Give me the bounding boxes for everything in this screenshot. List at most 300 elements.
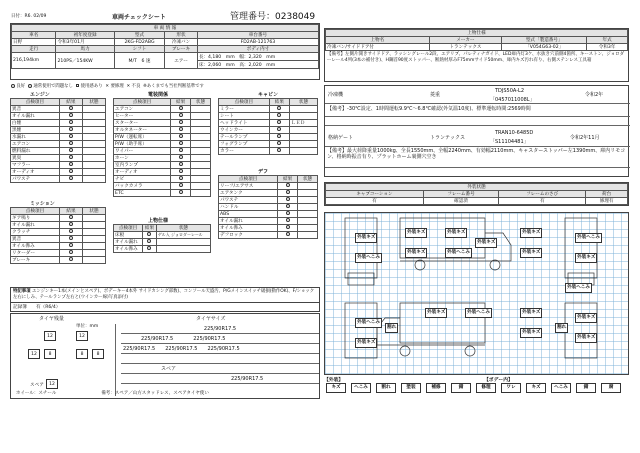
electric-result[interactable] [171,155,191,162]
header-first-reg: 初年度登録 [56,32,114,39]
tire-remark: 備考：スペア／山方スタッドレス、スペアタイヤ使い [101,391,209,396]
header-shift: シフト [114,46,164,53]
legend-row [324,383,629,399]
mission-result[interactable] [59,250,82,257]
mission-result[interactable] [59,236,82,243]
cab-result[interactable] [269,106,289,113]
size-row: 225/90R17.5 [165,346,198,352]
diff-table [218,175,318,239]
engine-result[interactable] [59,134,82,141]
mission-state [82,257,105,264]
upper-table [113,224,211,253]
mission-item: オイル滲み [11,243,60,250]
electric-item: エアコン [114,106,171,113]
size-row: 225/90R17.5 [193,336,226,342]
electric-item: ホーン [114,155,171,162]
ext-frame-no: 確認済 [423,198,499,205]
mileage: 216,194km [12,53,56,69]
mission-header: 状態 [82,208,105,215]
header-car-name: 車名 [12,32,56,39]
electric-result[interactable] [171,169,191,176]
electric-state [191,148,211,155]
legend [324,376,629,400]
cab-result[interactable] [269,113,289,120]
ue-h3: 年式 [587,37,628,44]
damage-mark: 外装キズ [520,228,542,238]
ext-rust: 有 [499,198,586,205]
cab-table [218,98,318,155]
electric-item: ETC [114,190,171,197]
upper-item: オイル滲み [114,246,143,253]
tire-size-title: タイヤサイズ [196,316,226,322]
mission-result[interactable] [59,243,82,250]
engine-state [82,155,105,162]
diff-item: オイル漏れ [219,218,278,225]
engine-header: 結果 [59,99,82,106]
engine-item: オイル漏れ [11,113,60,120]
electric-state [191,127,211,134]
diff-state [298,232,318,239]
mission-result[interactable] [59,229,82,236]
cond-used: 使用感あり [80,84,103,89]
electric-result[interactable] [171,127,191,134]
electric-title: 電装関係 [148,92,169,98]
engine-result[interactable] [59,113,82,120]
cond-bad: 不良 [131,84,141,89]
cab-state [290,141,318,148]
legend-item: へこみ [351,383,371,393]
tire-rear-ri: 8 [76,349,88,359]
cab-state [290,127,318,134]
ue-model: 「V054G63-02」 [502,44,587,51]
header-power: 馬力 [56,46,114,53]
tire-front-left: 12 [44,331,56,341]
model: 2KG-FD2ABG [114,39,164,46]
legend-item: キズ [326,383,346,393]
electric-result[interactable] [171,176,191,183]
engine-result[interactable] [59,106,82,113]
cab-result[interactable] [269,148,289,155]
damage-mark: 外装へこみ [445,248,472,258]
electric-state [191,176,211,183]
cab-section [218,91,318,155]
damage-mark: 外装キズ [405,228,427,238]
records-value: 有（R6/4） [36,305,61,310]
fridge-label: 冷凍機 [328,92,344,98]
exterior-title: 外装状態 [326,184,628,191]
cab-result[interactable] [269,141,289,148]
cab-result[interactable] [269,127,289,134]
diff-state [298,225,318,232]
management-number [230,9,315,22]
engine-state [82,141,105,148]
diff-item: パワステ [219,197,278,204]
diff-result[interactable] [278,211,298,218]
mission-table [10,207,106,264]
cab-state: ＬＥＤ [290,120,318,127]
mission-item: オイル漏れ [11,222,60,229]
header-model: 型式 [114,32,164,39]
gate-serial: 「S11104481」 [490,139,529,145]
diff-header: 点検項目 [219,176,278,183]
engine-state [82,169,105,176]
mission-result[interactable] [59,257,82,264]
damage-mark: 外装キズ [520,248,542,258]
upper-item: オイル漏れ [114,239,143,246]
diff-state [298,190,318,197]
engine-item: マフラー [11,162,60,169]
engine-section [10,91,106,183]
tire-spare: 12 [46,379,58,389]
engine-result[interactable] [59,162,82,169]
upper-item: 床板 [114,232,143,239]
cab-header: 状態 [290,99,318,106]
diff-result[interactable] [278,232,298,239]
fridge-model: TDJS50A-L2 [495,88,524,94]
notes-text: エンジンキー1本(メインとスペア)、ボデーキー4本外 サイドカシング部数)、コンソール天盛汚、P/Gメインスイッチ破損(動作OK)、F/ショック左右にしみ、テールランプ左右と(ウインカー線)写真添付) [13,289,315,300]
legend-item: 補修 [426,383,446,393]
diff-item: リーフ/エアサス [219,183,278,190]
spare-size: 225/90R17.5 [231,376,264,382]
ext-h0: キャブコーション [326,191,424,198]
tire-footer [16,390,209,396]
legend-item: 修理 [476,383,496,393]
ue-year: 令和3年 [587,44,628,51]
mission-title: ミッション [30,201,55,207]
engine-result[interactable] [59,176,82,183]
cab-item: カラー [219,148,270,155]
electric-item: ナビ [114,176,171,183]
gate-model: TRAN10-6485D [495,130,534,136]
engine-state [82,148,105,155]
chassis-no: FD2AB-121763 [197,39,318,46]
engine-header: 状態 [82,99,105,106]
mission-state [82,243,105,250]
engine-result[interactable] [59,169,82,176]
upper-h1: 結果 [143,225,157,232]
ext-h1: フレーム番号 [423,191,499,198]
engine-item: 黒煙 [11,127,60,134]
damage-mark: 外装へこみ [465,308,492,318]
ext-caution: 有 [326,198,424,205]
exterior-section [324,182,629,206]
mission-item: 異音 [11,236,60,243]
mission-state [82,250,105,257]
size-row: 225/90R17.5 [123,346,156,352]
engine-result[interactable] [59,148,82,155]
mission-state [82,222,105,229]
damage-mark: 外装へこみ [575,233,602,243]
electric-state [191,162,211,169]
damage-mark: 外装キズ [575,253,597,263]
mission-item: クラッチ [11,229,60,236]
legend-item: 錆 [576,383,596,393]
wheel-type: ホイール：スチール [16,391,57,396]
electric-item: P/W（助手席） [114,141,171,148]
legend-item: へこみ [551,383,571,393]
page-title: 車両チェックシート [112,14,166,21]
electric-header: 状態 [191,99,211,106]
records-label: 記録簿 [13,305,27,310]
engine-table [10,98,106,183]
mission-item: リターダー [11,250,60,257]
fridge-note: 【備考】-30℃設定、1時間運転9.9℃～6.8℃確認(外気温10度)、標準運転時間:2569時間 [325,103,630,117]
refrigerator-section [324,85,629,177]
ue-h1: メーカー [429,37,502,44]
electric-state [191,134,211,141]
gate-note: 【備考】最大荷降重量1000kg、全長1550mm、全幅2240mm、有効幅2110mm、キャスターストッパー左1390mm、庫内リモコン、格納時振音有り、プラットホーム裏側穴空き [325,146,630,168]
electric-state [191,183,211,190]
electric-header: 点検項目 [114,99,171,106]
engine-result[interactable] [59,141,82,148]
engine-item: パワステ [11,176,60,183]
legend-item: 腐 [601,383,621,393]
condition-legend: 良好 通常使用で問題なし 使用感あり ✕ 要修理 ✕ 不良 ※あくまでも当社判断基準です [11,83,321,89]
damage-mark: 外装キズ [575,313,597,323]
mission-header: 点検項目 [11,208,60,215]
diff-result[interactable] [278,204,298,211]
diff-item: デフロック [219,232,278,239]
engine-state [82,134,105,141]
mission-state [82,215,105,222]
diff-result[interactable] [278,225,298,232]
engine-item: 水漏れ [11,134,60,141]
cab-item: シート [219,113,270,120]
upper-title: 上物仕様 [148,218,169,224]
ue-maker: トランテックス [429,44,502,51]
fridge-maker: 菱重 [430,92,441,98]
header-brake: ブレーキ [165,46,198,53]
cab-state [290,134,318,141]
tire-rear-ro: 8 [92,349,104,359]
electric-result[interactable] [171,113,191,120]
cond-good: 良好 [16,84,26,89]
legend-item: キズ [526,383,546,393]
electric-item: オーディオ [114,169,171,176]
diff-item: オイル滲み [219,225,278,232]
damage-mark: 外装キズ [520,328,542,338]
damage-mark: 外装へこみ [355,253,382,263]
ue-h0: 上物名 [326,37,430,44]
engine-item: 異臭 [11,155,60,162]
engine-item: オーディオ [11,169,60,176]
damage-mark: 外装へこみ [565,283,592,293]
electric-result[interactable] [171,162,191,169]
vehicle-info [10,23,320,80]
electric-result[interactable] [171,141,191,148]
engine-state [82,127,105,134]
cond-normal: 通常使用で問題なし [33,84,73,89]
legend-item: 錆 [451,383,471,393]
tire-front-right: 12 [76,331,88,341]
size-row: 225/90R17.5 [203,326,237,332]
diff-state [298,218,318,225]
engine-title: エンジン [30,92,50,98]
electric-section [113,91,211,197]
engine-state [82,113,105,120]
damage-mark: 外装キズ [475,238,497,248]
shift: M/T 6 速 [114,53,164,69]
ue-name: 冷凍バン/サイドドア付 [326,44,430,51]
electric-item: P/W（運転席） [114,134,171,141]
legend-item: ワレ [501,383,521,393]
electric-table [113,98,211,197]
engine-state [82,106,105,113]
tires-unit: 単位：mm [76,324,99,329]
electric-state [191,113,211,120]
ue-note: 【備考】左側片開きサイドドア、ラッシングレール2段、エアリブ、パレティナガイド、LED庫内灯3ケ、水抜き穴前側4箇所、キーストン、ジョロダーレール4列(3本の補付き)、H鋼首90度ストッパー、断熱材厚みF75mmサイド50mm、庫内キズ汚れ有り、右側ステンレス工具箱 [327,52,625,64]
body-dims-2: 床：2,060 mm 高：2,020 mm [197,61,318,69]
electric-result[interactable] [171,106,191,113]
date: 日付：R6. 02/09 [11,14,47,19]
cab-header: 点検項目 [219,99,270,106]
mission-item: ギア鳴り [11,215,60,222]
diff-state [298,183,318,190]
vehicle-info-title: 車 両 情 報 [12,25,319,32]
electric-item: ヒーター [114,113,171,120]
upper-equipment-title: 上物仕様 [326,30,628,37]
cab-state [290,113,318,120]
legend-body-title: 【ボデー内】 [484,378,513,383]
spare-label: スペア [30,383,44,388]
fridge-year: 令和2年 [585,92,604,98]
cab-state [290,106,318,113]
shape: 冷凍バン [165,39,198,46]
electric-state [191,190,211,197]
damage-diagram [324,212,629,375]
upper-state: ゲル入 ジョロダーレール [156,232,210,239]
engine-item: 白煙 [11,120,60,127]
electric-result[interactable] [171,120,191,127]
tire-rear-lo: 12 [28,349,40,359]
ext-h3: 荷台 [586,191,628,198]
engine-state [82,120,105,127]
engine-result[interactable] [59,127,82,134]
size-row: 225/90R17.5 [141,336,174,342]
legend-ext-title: 【外装】 [324,378,344,383]
electric-result[interactable] [171,148,191,155]
tire-map [16,324,116,396]
power: 210PS／154KW [56,53,114,69]
electric-state [191,155,211,162]
diff-result[interactable] [278,197,298,204]
diff-title: デフ [258,169,269,175]
diff-header: 結果 [278,176,298,183]
upper-h2: 状態 [156,225,210,232]
damage-mark: 外装キズ [405,248,427,258]
damage-mark: 外装キズ [575,333,597,343]
tire-rear-li: 8 [44,349,56,359]
damage-mark: 外装キズ [425,308,447,318]
electric-header: 結果 [171,99,191,106]
electric-result[interactable] [171,134,191,141]
damage-mark: 割れ [555,323,568,333]
cab-state [290,148,318,155]
diff-state [298,204,318,211]
first-reg: 令和3年01月 [56,39,114,46]
damage-mark: 外装キズ [520,308,542,318]
ue-h2: 型式「製造番号」 [502,37,587,44]
cab-result[interactable] [269,120,289,127]
diff-item: ABS [219,211,278,218]
legend-item: 割れ [376,383,396,393]
cab-item: テールランプ [219,134,270,141]
cab-item: ウインカー [219,127,270,134]
legend-item: 塗装 [401,383,421,393]
cab-item: ミラー [219,106,270,113]
cab-result[interactable] [269,134,289,141]
upper-h0: 点検項目 [114,225,143,232]
engine-header: 点検項目 [11,99,60,106]
cond-note: ※あくまでも当社判断基準です [143,84,204,89]
diff-result[interactable] [278,190,298,197]
header-chassis: 車台番号 [197,32,318,39]
car-name: 日野 [12,39,56,46]
header-mileage: 走行 [12,46,56,53]
gate-maker: トランテックス [430,135,465,141]
engine-item: 異音 [11,106,60,113]
electric-item: 室内ランプ [114,162,171,169]
ext-h2: フレームのさび [499,191,586,198]
electric-state [191,141,211,148]
cab-item: ヘッドライト [219,120,270,127]
gate-label: 格納ゲート [328,135,354,141]
electric-item: オルタネーター [114,127,171,134]
damage-mark: 外装キズ [445,228,467,238]
engine-state [82,176,105,183]
mission-section [10,200,106,264]
records [10,302,320,312]
electric-item: ワイパー [114,148,171,155]
diff-item: エアタンク [219,190,278,197]
diff-result[interactable] [278,218,298,225]
mission-result[interactable] [59,222,82,229]
ext-bed: 修理有 [586,198,628,205]
upper-equipment [324,28,629,82]
header-body-dims: ボディ内寸 [197,46,318,53]
diff-state [298,211,318,218]
mission-state [82,236,105,243]
size-row: 225/90R17.5 [207,346,240,352]
electric-state [191,169,211,176]
fridge-serial: 「0457011008L」 [490,97,535,103]
mgmt-label: 管理番号： [230,12,276,22]
damage-mark: 外装キズ [355,233,377,243]
engine-result[interactable] [59,120,82,127]
mission-result[interactable] [59,215,82,222]
upper-section [113,217,211,253]
notes-label: 特記事項 [13,289,31,294]
engine-result[interactable] [59,155,82,162]
diff-state [298,197,318,204]
cab-header: 結果 [269,99,289,106]
electric-item: スターター [114,120,171,127]
gate-year: 令和2年11月 [570,135,600,141]
damage-mark: 割れ [385,323,398,333]
diff-item: ハンドル [219,204,278,211]
tires-title: タイヤ残量 [39,316,64,322]
cab-item: フォグランプ [219,141,270,148]
damage-mark: 外装キズ [355,338,377,348]
diff-result[interactable] [278,183,298,190]
electric-result[interactable] [171,190,191,197]
diff-header: 状態 [298,176,318,183]
electric-state [191,106,211,113]
brake: エアー [165,53,198,69]
electric-item: バックカメラ [114,183,171,190]
electric-result[interactable] [171,183,191,190]
mission-state [82,229,105,236]
